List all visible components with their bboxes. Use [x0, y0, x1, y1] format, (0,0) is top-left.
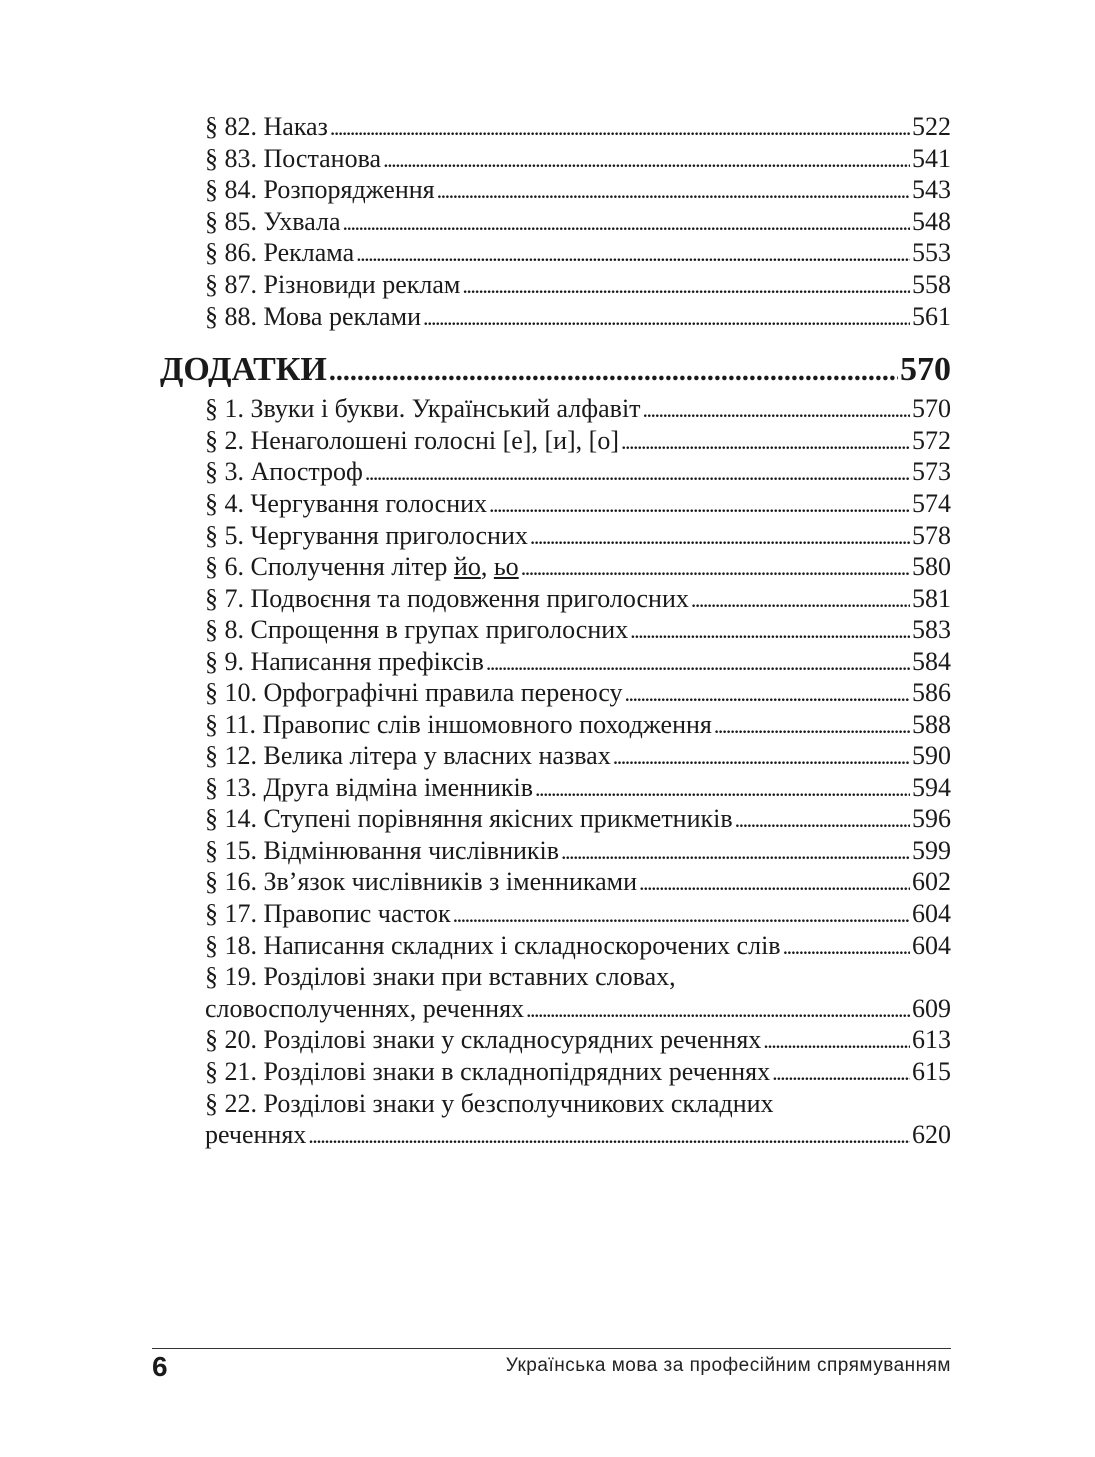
dot-leader: [714, 710, 910, 741]
dot-leader: [343, 207, 910, 238]
dot-leader: [621, 426, 910, 457]
toc-entry-title-underlined: йо: [453, 552, 481, 581]
dot-leader: [462, 270, 910, 301]
toc-entry-page: 586: [912, 678, 951, 707]
dot-leader: [526, 994, 910, 1025]
toc-entry-title: § 2. Ненаголошені голосні [е], [и], [о]: [205, 426, 619, 455]
toc-entry-22[interactable]: [205, 1119, 951, 1151]
dot-leader: [613, 741, 910, 772]
dot-leader: [356, 238, 910, 269]
toc-entry-title: § 16. Зв’язок числівників з іменниками: [205, 867, 638, 896]
toc-entry-21[interactable]: [205, 1056, 951, 1088]
dot-leader: [772, 1057, 910, 1088]
toc-entry-title: § 10. Орфографічні правила переносу: [205, 678, 623, 707]
toc-entry-9[interactable]: [205, 646, 951, 678]
toc-entry-title: § 4. Чергування голосних: [205, 489, 488, 518]
footer-divider: [152, 1348, 951, 1349]
toc-entry-1[interactable]: [205, 393, 951, 425]
toc-entry-page: 574: [912, 489, 951, 518]
toc-entry-page: 590: [912, 741, 951, 770]
toc-entry-page: 594: [912, 773, 951, 802]
toc-entry-page: 522: [912, 112, 951, 141]
toc-entry-7[interactable]: [205, 583, 951, 615]
dot-leader: [329, 352, 898, 390]
toc-entry-page: 580: [912, 552, 951, 581]
toc-entry-page: 570: [912, 394, 951, 423]
toc-entry-title: § 1. Звуки і букви. Український алфавіт: [205, 394, 641, 423]
toc-entry-page: 602: [912, 867, 951, 896]
toc-entry-page: 561: [912, 302, 951, 331]
toc-entry-title: § 12. Велика літера у власних назвах: [205, 741, 611, 770]
toc-entry-title: § 21. Розділові знаки в складнопідрядних реченнях: [205, 1057, 771, 1086]
toc-entry-title: § 7. Подвоєння та подовження приголосних: [205, 584, 689, 613]
toc-entry-title: § 17. Правопис часток: [205, 899, 451, 928]
toc-entry-page: 613: [912, 1025, 951, 1054]
toc-entry-title: § 82. Наказ: [205, 112, 328, 141]
toc-entry-3[interactable]: [205, 456, 951, 488]
dot-leader: [763, 1025, 910, 1056]
toc-entry-page: 596: [912, 804, 951, 833]
toc-entry-8[interactable]: [205, 614, 951, 646]
toc-entry-4[interactable]: [205, 488, 951, 520]
toc-entry-17[interactable]: [205, 898, 951, 930]
dot-leader: [535, 773, 910, 804]
toc-entry-page: 604: [912, 931, 951, 960]
toc-entry-page: 543: [912, 175, 951, 204]
toc-entry-88[interactable]: [205, 301, 951, 333]
toc-entry-15[interactable]: [205, 835, 951, 867]
toc-entry-title: [205, 551, 519, 583]
toc-entry-19-line1[interactable]: § 19. Розділові знаки при вставних словах,: [205, 962, 676, 991]
toc-entry-12[interactable]: [205, 740, 951, 772]
toc-entry-title-prefix: § 6. Сполучення літер: [205, 552, 454, 581]
dot-leader: [489, 489, 910, 520]
toc-entry-16[interactable]: [205, 866, 951, 898]
toc-entry-19[interactable]: [205, 993, 951, 1025]
toc-entry-85[interactable]: [205, 206, 951, 238]
dot-leader: [330, 112, 910, 143]
dot-leader: [437, 175, 910, 206]
toc-section-dodatky[interactable]: [160, 350, 951, 390]
toc-entry-page: 541: [912, 144, 951, 173]
toc-entry-title-separator: ,: [480, 552, 494, 581]
toc-entry-11[interactable]: [205, 709, 951, 741]
toc-section-page: 570: [900, 351, 951, 388]
toc-entry-83[interactable]: [205, 143, 951, 175]
toc-entry-page: 588: [912, 710, 951, 739]
toc-entry-87[interactable]: [205, 269, 951, 301]
toc-entry-title: § 15. Відмінювання числівників: [205, 836, 560, 865]
dot-leader: [365, 457, 910, 488]
toc-entry-title: § 84. Розпорядження: [205, 175, 435, 204]
toc-entry-title: реченнях: [205, 1120, 307, 1149]
toc-entry-title: § 13. Друга відміна іменників: [205, 773, 534, 802]
dot-leader: [561, 836, 910, 867]
toc-entry-page: 578: [912, 521, 951, 550]
toc-entry-title: § 86. Реклама: [205, 238, 355, 267]
toc-entry-title: § 9. Написання префіксів: [205, 647, 484, 676]
dot-leader: [383, 144, 910, 175]
toc-entry-page: 572: [912, 426, 951, 455]
toc-entry-page: 581: [912, 584, 951, 613]
toc-entry-title-underlined: ьо: [493, 552, 519, 581]
toc-entry-page: 599: [912, 836, 951, 865]
toc-entry-82[interactable]: [205, 111, 951, 143]
toc-entry-5[interactable]: [205, 520, 951, 552]
toc-entry-page: 553: [912, 238, 951, 267]
toc-entry-title: § 11. Правопис слів іншомовного походження: [205, 710, 712, 739]
toc-entry-6[interactable]: [205, 551, 951, 583]
toc-entry-20[interactable]: [205, 1024, 951, 1056]
toc-entry-page: 573: [912, 457, 951, 486]
dot-leader: [735, 804, 910, 835]
footer-book-title: Українська мова за професійним спрямуванням: [505, 1355, 951, 1376]
footer-page-number: 6: [152, 1351, 168, 1382]
toc-entry-14[interactable]: [205, 803, 951, 835]
toc-entry-page: 584: [912, 647, 951, 676]
toc-entry-86[interactable]: [205, 237, 951, 269]
toc-entry-page: 558: [912, 270, 951, 299]
toc-entry-page: 615: [912, 1057, 951, 1086]
toc-entry-2[interactable]: [205, 425, 951, 457]
toc-entry-page: 620: [912, 1120, 951, 1149]
toc-entry-18[interactable]: [205, 930, 951, 962]
toc-entry-title: § 85. Ухвала: [205, 207, 341, 236]
toc-entry-page: 609: [912, 994, 951, 1023]
toc-entry-page: 604: [912, 899, 951, 928]
toc-entry-page: 548: [912, 207, 951, 236]
dot-leader: [639, 867, 910, 898]
toc-entry-title: § 20. Розділові знаки у складносурядних реченнях: [205, 1025, 762, 1054]
dot-leader: [521, 552, 910, 583]
dot-leader: [486, 647, 910, 678]
toc-entry-title: § 18. Написання складних і складноскорочених слів: [205, 931, 781, 960]
dot-leader: [423, 302, 910, 333]
toc-entry-13[interactable]: [205, 772, 951, 804]
toc-entry-page: 583: [912, 615, 951, 644]
dot-leader: [630, 615, 910, 646]
toc-entry-title: § 83. Постанова: [205, 144, 382, 173]
toc-entry-title: § 3. Апостроф: [205, 457, 363, 486]
toc-entry-22-line1[interactable]: § 22. Розділові знаки у безсполучникових складних: [205, 1089, 774, 1118]
toc-entry-title: § 87. Різновиди реклам: [205, 270, 461, 299]
toc-entry-title: словосполученнях, реченнях: [205, 994, 525, 1023]
dot-leader: [643, 394, 910, 425]
toc-entry-title: § 88. Мова реклами: [205, 302, 421, 331]
dot-leader: [783, 931, 910, 962]
toc-section-title: ДОДАТКИ: [160, 351, 327, 388]
toc-entry-title: § 8. Спрощення в групах приголосних: [205, 615, 629, 644]
toc-entry-10[interactable]: [205, 677, 951, 709]
dot-leader: [308, 1120, 910, 1151]
toc-entry-title: § 14. Ступені порівняння якісних прикметників: [205, 804, 733, 833]
dot-leader: [691, 584, 910, 615]
dot-leader: [625, 678, 910, 709]
dot-leader: [530, 521, 910, 552]
dot-leader: [453, 899, 910, 930]
toc-entry-title: § 5. Чергування приголосних: [205, 521, 528, 550]
toc-entry-84[interactable]: [205, 174, 951, 206]
